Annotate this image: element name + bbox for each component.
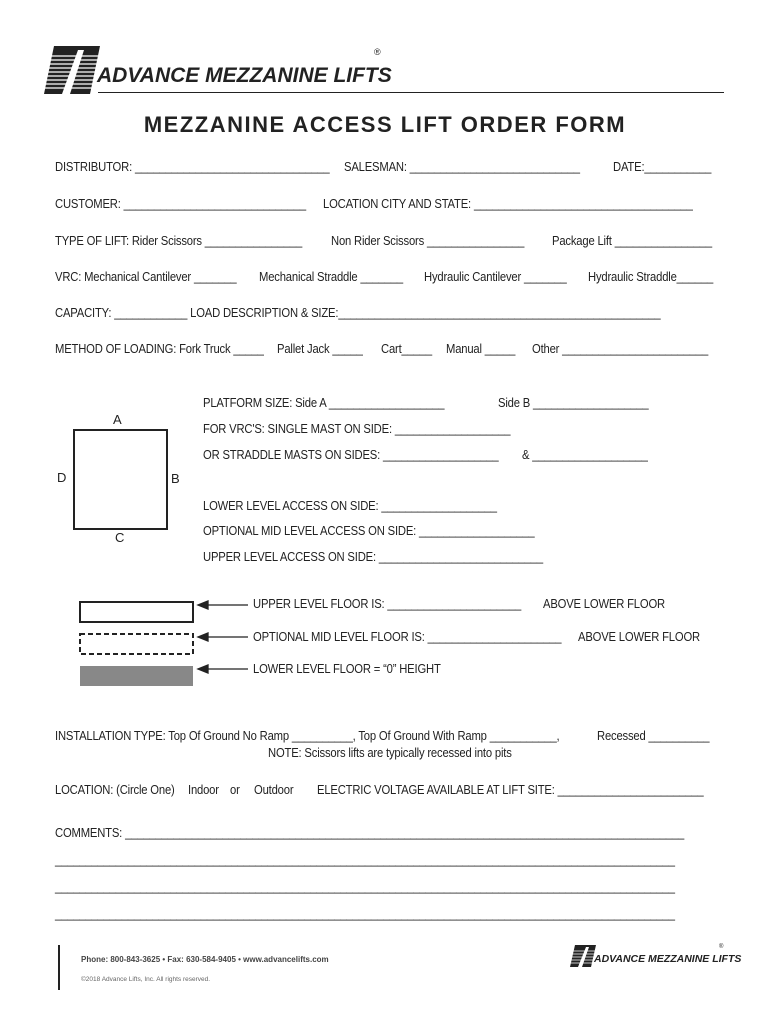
registered-mark: ® — [374, 47, 381, 57]
mid-level-access-field[interactable]: OPTIONAL MID LEVEL ACCESS ON SIDE: ___________________ — [203, 524, 535, 538]
distributor-field[interactable]: DISTRIBUTOR: ________________________________ — [55, 160, 330, 174]
lower-floor-bar — [80, 666, 193, 686]
other-field[interactable]: Other ________________________ — [532, 342, 709, 356]
footer-brand-name: ADVANCE MEZZANINE LIFTS — [594, 953, 742, 965]
platform-side-a-field[interactable]: PLATFORM SIZE: Side A ___________________ — [203, 396, 445, 410]
header-rule — [98, 92, 724, 93]
package-lift-field[interactable]: Package Lift ________________ — [552, 234, 712, 248]
side-b-label: B — [171, 471, 180, 486]
or-text: or — [230, 783, 240, 797]
cart-field[interactable]: Cart_____ — [381, 342, 432, 356]
mid-floor-box — [80, 634, 193, 654]
side-c-label: C — [115, 530, 125, 545]
footer-registered-mark: ® — [719, 944, 724, 950]
straddle-masts-field[interactable]: OR STRADDLE MASTS ON SIDES: ___________________ — [203, 448, 499, 462]
brand-mark-icon — [44, 46, 100, 94]
straddle-masts-second-field[interactable]: & ___________________ — [522, 448, 648, 462]
footer-brand-mark-icon — [570, 945, 596, 967]
rider-scissors-field[interactable]: TYPE OF LIFT: Rider Scissors ________________ — [55, 234, 303, 248]
installation-type-field[interactable]: INSTALLATION TYPE: Top Of Ground No Ramp __________, Top Of Ground With Ramp ___________, — [55, 729, 560, 743]
customer-field[interactable]: CUSTOMER: ______________________________ — [55, 197, 306, 211]
footer-contact: Phone: 800-843-3625 • Fax: 630-584-9405 • www.advancelifts.com — [81, 955, 329, 964]
manual-field[interactable]: Manual _____ — [446, 342, 516, 356]
lower-level-access-field[interactable]: LOWER LEVEL ACCESS ON SIDE: ___________________ — [203, 499, 497, 513]
side-a-label: A — [113, 412, 122, 427]
comments-line[interactable]: ______________________________________________________________________________________________________ — [55, 880, 675, 894]
mid-floor-field[interactable]: OPTIONAL MID LEVEL FLOOR IS: ______________________ — [253, 630, 562, 644]
page-title: MEZZANINE ACCESS LIFT ORDER FORM — [143, 112, 627, 137]
date-field[interactable]: DATE:___________ — [613, 160, 712, 174]
pallet-jack-field[interactable]: Pallet Jack _____ — [277, 342, 363, 356]
comments-line[interactable]: ______________________________________________________________________________________________________ — [55, 907, 675, 921]
upper-floor-field[interactable]: UPPER LEVEL FLOOR IS: ______________________ — [253, 597, 522, 611]
hydraulic-cantilever-field[interactable]: Hydraulic Cantilever _______ — [424, 270, 567, 284]
non-rider-scissors-field[interactable]: Non Rider Scissors ________________ — [331, 234, 525, 248]
lower-floor-label: LOWER LEVEL FLOOR = “0” HEIGHT — [253, 662, 441, 676]
mechanical-cantilever-field[interactable]: VRC: Mechanical Cantilever _______ — [55, 270, 237, 284]
mechanical-straddle-field[interactable]: Mechanical Straddle _______ — [259, 270, 403, 284]
electric-voltage-field[interactable]: ELECTRIC VOLTAGE AVAILABLE AT LIFT SITE: ________________________ — [317, 783, 704, 797]
location-label: LOCATION: (Circle One) — [55, 783, 175, 797]
recessed-field[interactable]: Recessed __________ — [597, 729, 710, 743]
location-city-state-field[interactable]: LOCATION CITY AND STATE: ____________________________________ — [323, 197, 693, 211]
mid-floor-suffix: ABOVE LOWER FLOOR — [578, 630, 700, 644]
salesman-field[interactable]: SALESMAN: ____________________________ — [344, 160, 580, 174]
upper-floor-box — [80, 602, 193, 622]
hydraulic-straddle-field[interactable]: Hydraulic Straddle______ — [588, 270, 714, 284]
footer-bar — [58, 945, 60, 990]
comments-field[interactable]: COMMENTS: ____________________________________________________________________________________________ — [55, 826, 685, 840]
installation-note: NOTE: Scissors lifts are typically recessed into pits — [268, 746, 512, 760]
comments-line[interactable]: ______________________________________________________________________________________________________ — [55, 853, 675, 867]
upper-level-access-field[interactable]: UPPER LEVEL ACCESS ON SIDE: ___________________________ — [203, 550, 543, 564]
single-mast-field[interactable]: FOR VRC'S: SINGLE MAST ON SIDE: ___________________ — [203, 422, 511, 436]
fork-truck-field[interactable]: METHOD OF LOADING: Fork Truck _____ — [55, 342, 264, 356]
outdoor-option[interactable]: Outdoor — [254, 783, 294, 797]
brand-name: ADVANCE MEZZANINE LIFTS — [97, 64, 392, 87]
side-d-label: D — [57, 470, 67, 485]
footer-copyright: ©2018 Advance Lifts, Inc. All rights reserved. — [81, 976, 211, 983]
capacity-load-field[interactable]: CAPACITY: ____________ LOAD DESCRIPTION & SIZE:_____________________________________________________ — [55, 306, 661, 320]
floor-levels-diagram — [70, 596, 260, 692]
platform-square — [73, 429, 168, 530]
platform-side-b-field[interactable]: Side B ___________________ — [498, 396, 649, 410]
indoor-option[interactable]: Indoor — [188, 783, 219, 797]
upper-floor-suffix: ABOVE LOWER FLOOR — [543, 597, 665, 611]
